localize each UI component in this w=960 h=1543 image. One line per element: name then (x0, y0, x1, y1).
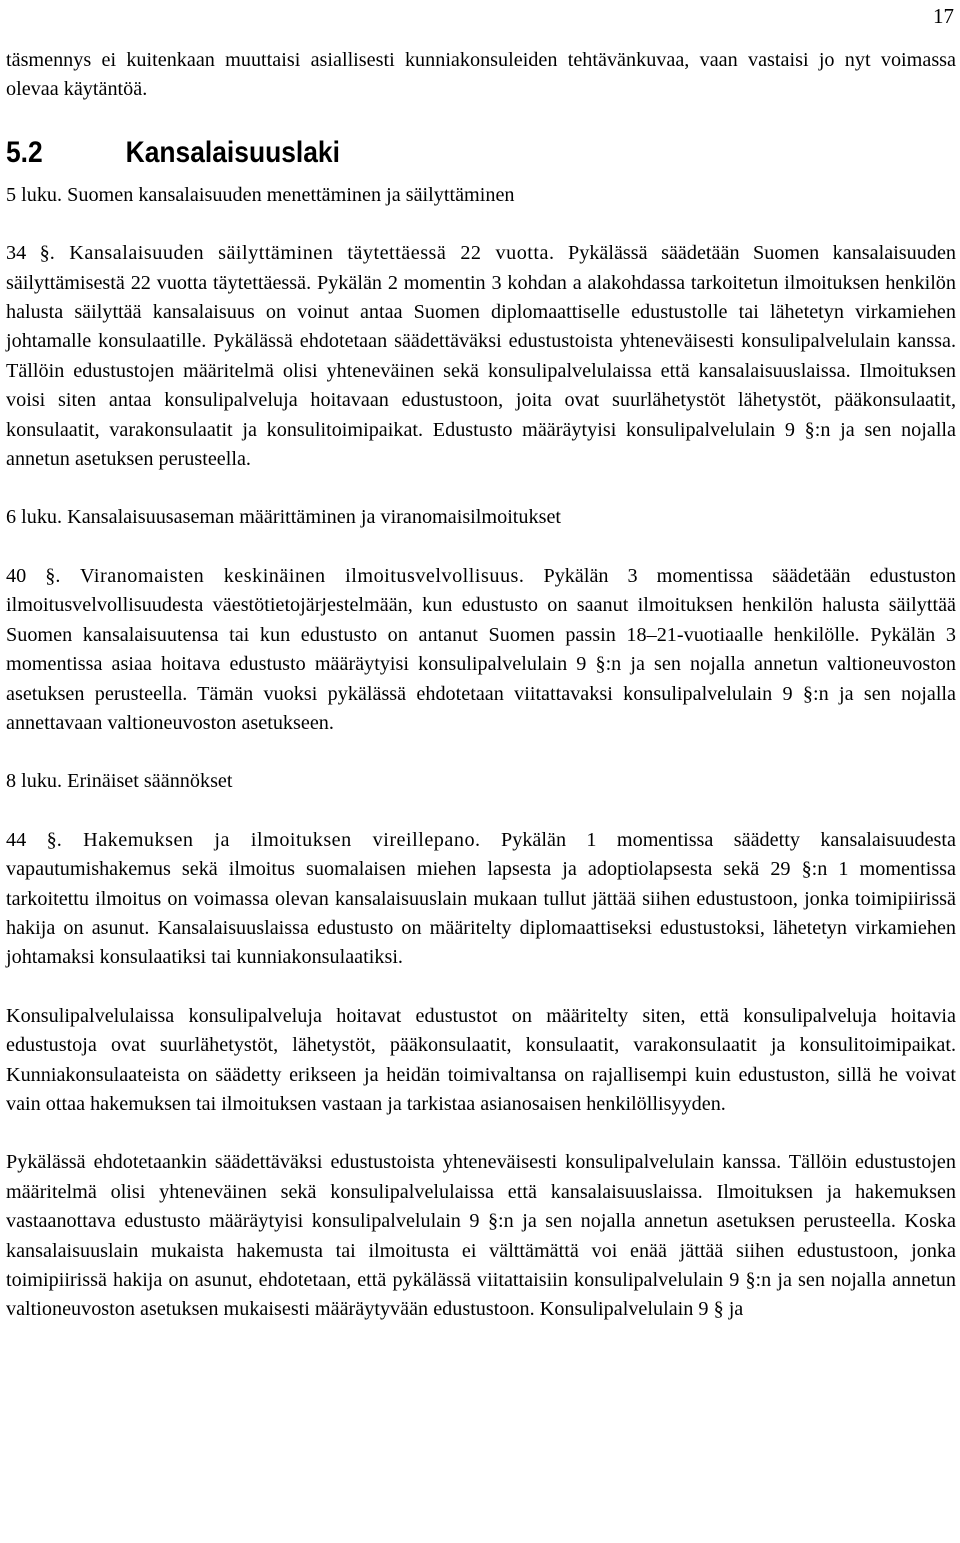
page-number: 17 (933, 4, 954, 28)
section-title: Kansalaisuuslaki (125, 135, 340, 169)
section-40-title: . Viranomaisten keskinäinen ilmoitusvelvollisuus. (55, 564, 525, 587)
section-44-body: Pykälän 1 momentissa säädetty kansalaisuudesta vapautumishakemus sekä ilmoitus suomalaisen miehen lapsesta ja adoptiolapsesta sekä 29 (6, 828, 956, 881)
section-40-paragraph (6, 562, 956, 738)
section-34-number: 34 (6, 242, 27, 265)
section-sign: § (487, 1210, 499, 1233)
section-heading (6, 133, 842, 173)
section-40-body: :n ja sen nojalla annettavaan valtioneuvoston asetukseen. (6, 682, 956, 734)
konsulipalvelulaki-paragraph: Konsulipalvelulaissa konsulipalveluja hoitavat edustustot on määritelty siten, että konsulipalveluja hoitavia edustustoja ovat suurlähetystöt, lähetystöt, pääkonsulaatit, konsulaatit, varakonsulaatit ja konsulitoimipaikat. Kunniakonsulaateista on säädetty erikseen ja heidän toimivaltansa on rajallisempi kuin edustuston, sillä he voivat vain ottaa hakemuksen tai ilmoituksen vastaan ja tarkistaa asianosaisen henkilöllisyyden. (6, 1004, 956, 1115)
document-body (6, 46, 956, 1325)
final-paragraph-text: :n ja sen nojalla annetun valtioneuvoston asetuksen mukaisesti määräytyvään edustustoon. Konsulipalvelulain 9 (6, 1269, 956, 1321)
section-40-number: 40 (6, 564, 27, 587)
section-sign: § (39, 242, 50, 265)
section-sign: § (595, 653, 606, 676)
section-44-body: :n 1 momentissa tarkoitettu ilmoitus on voimassa olevan kansalaisuuslain mukaan tullut jättää siihen edustustoon, jonka toimipiirissä hakija on asunut. Kansalaisuuslaissa edustusto on määritelty diplomaattiseksi edustustoksi, lähetetyn virkamiehen johtamaksi konsulaatiksi tai kunniakonsulaatiksi. (6, 858, 956, 969)
section-44-paragraph (6, 826, 956, 973)
section-34-paragraph (6, 239, 956, 474)
section-40-body: :n ja sen nojalla annetun valtioneuvoston asetuksen perusteella. Tämän vuoksi pykälässä ehdotetaan viitattavaksi konsulipalvelulain 9 (6, 653, 956, 705)
section-34-body: Pykälässä säädetään Suomen kansalaisuuden säilyttämisestä 22 vuotta täytettäessä. Pykälän 2 momentin 3 kohdan a alakohdassa tarkoitetun ilmoituksen henkilön halusta säilyttää kansalaisuus on voinut antaa Suomen diplomaattiselle edustustolle tai lähetetyn virkamiehen johtamalle konsulaatille. Pykälässä ehdotetaan säädettäväksi edustustoista yhteneväisesti konsulipalvelulain kanssa. Tällöin edustustojen määritelmä olisi yhteneväinen sekä konsulipalvelulaissa että kansalaisuuslaissa. Ilmoituksen voisi siten antaa konsulipalveluja hoitavaan edustustoon, joita ovat suurlähetystöt lähetystöt, pääkonsulaatit, konsulaatit, varakonsulaatit ja konsulitoimipaikat. Edustusto määräytyisi konsulipalvelulain 9 (6, 242, 956, 441)
section-sign: § (802, 682, 814, 705)
section-34-body-end: :n ja sen nojalla annetun asetuksen perusteella. (6, 418, 956, 471)
section-number: 5.2 (6, 135, 43, 169)
section-sign: § (801, 858, 812, 881)
section-sign: § (46, 828, 57, 851)
chapter-6-heading: 6 luku. Kansalaisuusaseman määrittäminen ja viranomaisilmoitukset (6, 506, 562, 529)
section-sign: § (713, 1298, 724, 1321)
chapter-5-heading: 5 luku. Suomen kansalaisuuden menettäminen ja säilyttäminen (6, 183, 515, 206)
final-paragraph-text: ja (723, 1298, 744, 1321)
chapter-8-heading: 8 luku. Erinäiset säännökset (6, 770, 233, 793)
final-paragraph-text: Pykälässä ehdotetaankin säädettäväksi edustustoista yhteneväisesti konsulipalvelulain kanssa. Tällöin edustustojen määritelmä olisi yhteneväinen sekä konsulipalvelulaissa että kansalaisuuslaissa. Ilmoituksen ja hakemuksen vastaanottava edustusto määräytyisi konsulipalvelulain 9 (6, 1151, 956, 1233)
section-sign: § (45, 564, 56, 587)
section-34-title: . Kansalaisuuden säilyttäminen täytettäessä 22 vuotta. (49, 242, 555, 265)
section-44-number: 44 (6, 828, 27, 851)
section-sign: § (745, 1269, 756, 1291)
final-paragraph-text: :n ja sen nojalla annetun asetuksen perusteella. Koska kansalaisuuslain mukaista hakemusta tai ilmoitusta ei välttämättä voi enää jättää siihen edustustoon, jonka toimipiirissä hakija on asunut, ehdotetaan, että pykälässä viitattaisiin konsulipalvelulain 9 (6, 1210, 956, 1291)
section-40-body: Pykälän 3 momentissa säädetään edustuston ilmoitusvelvollisuudesta väestötietojärjestelmään, kun edustusto on saanut ilmoituksen henkilön halusta säilyttää Suomen kansalaisuutensa tai kun edustusto on antanut Suomen passin 18–21-vuotiaalle henkilölle. Pykälän 3 momentissa asiaa hoitava edustusto määräytyisi konsulipalvelulain 9 (6, 564, 956, 676)
section-sign: § (804, 418, 815, 441)
intro-paragraph: täsmennys ei kuitenkaan muuttaisi asiallisesti kunniakonsuleiden tehtävänkuvaa, vaan vastaisi jo nyt voimassa olevaa käytäntöä. (6, 49, 956, 101)
final-paragraph (6, 1148, 956, 1324)
section-44-title: . Hakemuksen ja ilmoituksen vireillepano. (56, 828, 481, 851)
